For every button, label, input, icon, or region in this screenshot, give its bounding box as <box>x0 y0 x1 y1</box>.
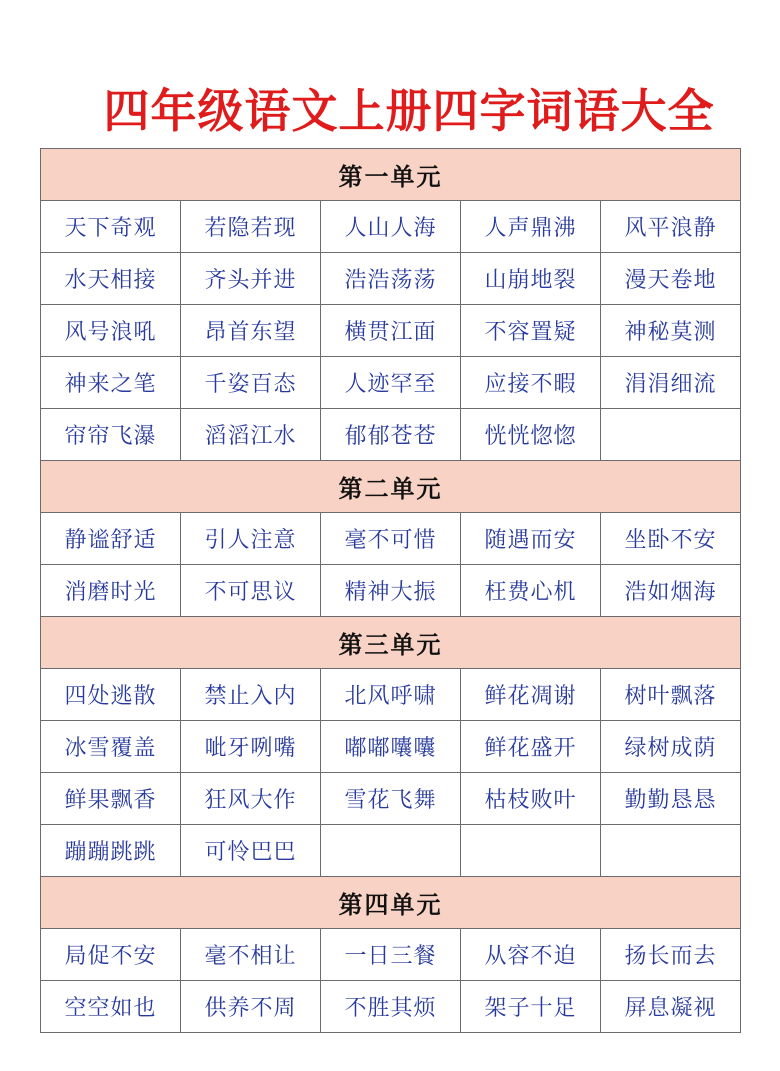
table-row <box>41 721 741 773</box>
word-cell: 可怜巴巴 <box>181 825 321 877</box>
empty-cell <box>601 825 741 877</box>
word-cell: 枉费心机 <box>461 565 601 617</box>
word-cell: 从容不迫 <box>461 929 601 981</box>
word-cell: 毫不可惜 <box>321 513 461 565</box>
word-cell: 毫不相让 <box>181 929 321 981</box>
word-cell: 架子十足 <box>461 981 601 1033</box>
word-cell: 鲜花凋谢 <box>461 669 601 721</box>
word-cell: 不容置疑 <box>461 305 601 357</box>
word-cell: 不胜其烦 <box>321 981 461 1033</box>
unit-title: 第一单元 <box>41 149 741 201</box>
page-title: 四年级语文上册四字词语大全 <box>103 84 715 138</box>
word-cell: 神秘莫测 <box>601 305 741 357</box>
word-cell: 随遇而安 <box>461 513 601 565</box>
word-cell: 水天相接 <box>41 253 181 305</box>
word-cell: 郁郁苍苍 <box>321 409 461 461</box>
word-cell: 鲜花盛开 <box>461 721 601 773</box>
word-cell: 漫天卷地 <box>601 253 741 305</box>
table-row <box>41 253 741 305</box>
word-cell: 风平浪静 <box>601 201 741 253</box>
vocabulary-table <box>40 148 741 1033</box>
unit-header-row <box>41 877 741 929</box>
word-cell: 横贯江面 <box>321 305 461 357</box>
word-cell: 嘟嘟囔囔 <box>321 721 461 773</box>
empty-cell <box>601 409 741 461</box>
table-row <box>41 929 741 981</box>
table-row <box>41 773 741 825</box>
word-cell: 蹦蹦跳跳 <box>41 825 181 877</box>
word-cell: 精神大振 <box>321 565 461 617</box>
empty-cell <box>461 825 601 877</box>
word-cell: 齐头并进 <box>181 253 321 305</box>
word-cell: 山崩地裂 <box>461 253 601 305</box>
word-cell: 不可思议 <box>181 565 321 617</box>
table-row <box>41 669 741 721</box>
word-cell: 静谧舒适 <box>41 513 181 565</box>
word-cell: 绿树成荫 <box>601 721 741 773</box>
word-cell: 千姿百态 <box>181 357 321 409</box>
word-cell: 坐卧不安 <box>601 513 741 565</box>
table-row <box>41 513 741 565</box>
word-cell: 树叶飘落 <box>601 669 741 721</box>
word-cell: 四处逃散 <box>41 669 181 721</box>
table-row <box>41 357 741 409</box>
unit-header-row <box>41 461 741 513</box>
word-cell: 局促不安 <box>41 929 181 981</box>
unit-header-row <box>41 617 741 669</box>
unit-title: 第四单元 <box>41 877 741 929</box>
word-cell: 神来之笔 <box>41 357 181 409</box>
word-cell: 昂首东望 <box>181 305 321 357</box>
word-cell: 供养不周 <box>181 981 321 1033</box>
unit-title: 第二单元 <box>41 461 741 513</box>
word-cell: 恍恍惚惚 <box>461 409 601 461</box>
word-cell: 若隐若现 <box>181 201 321 253</box>
word-cell: 天下奇观 <box>41 201 181 253</box>
word-cell: 滔滔江水 <box>181 409 321 461</box>
empty-cell <box>321 825 461 877</box>
word-cell: 人山人海 <box>321 201 461 253</box>
word-cell: 北风呼啸 <box>321 669 461 721</box>
table-row <box>41 825 741 877</box>
word-cell: 消磨时光 <box>41 565 181 617</box>
table-row <box>41 201 741 253</box>
word-cell: 空空如也 <box>41 981 181 1033</box>
word-cell: 风号浪吼 <box>41 305 181 357</box>
word-cell: 帘帘飞瀑 <box>41 409 181 461</box>
word-cell: 枯枝败叶 <box>461 773 601 825</box>
word-cell: 勤勤恳恳 <box>601 773 741 825</box>
unit-header-row <box>41 149 741 201</box>
word-cell: 应接不暇 <box>461 357 601 409</box>
word-cell: 呲牙咧嘴 <box>181 721 321 773</box>
word-cell: 禁止入内 <box>181 669 321 721</box>
word-cell: 雪花飞舞 <box>321 773 461 825</box>
table-row <box>41 981 741 1033</box>
word-cell: 涓涓细流 <box>601 357 741 409</box>
word-cell: 引人注意 <box>181 513 321 565</box>
unit-title: 第三单元 <box>41 617 741 669</box>
word-cell: 浩浩荡荡 <box>321 253 461 305</box>
word-cell: 冰雪覆盖 <box>41 721 181 773</box>
word-cell: 人声鼎沸 <box>461 201 601 253</box>
table-row <box>41 305 741 357</box>
table-row <box>41 565 741 617</box>
word-cell: 鲜果飘香 <box>41 773 181 825</box>
table-row <box>41 409 741 461</box>
word-cell: 狂风大作 <box>181 773 321 825</box>
word-cell: 一日三餐 <box>321 929 461 981</box>
word-cell: 扬长而去 <box>601 929 741 981</box>
word-cell: 屏息凝视 <box>601 981 741 1033</box>
word-cell: 人迹罕至 <box>321 357 461 409</box>
word-cell: 浩如烟海 <box>601 565 741 617</box>
